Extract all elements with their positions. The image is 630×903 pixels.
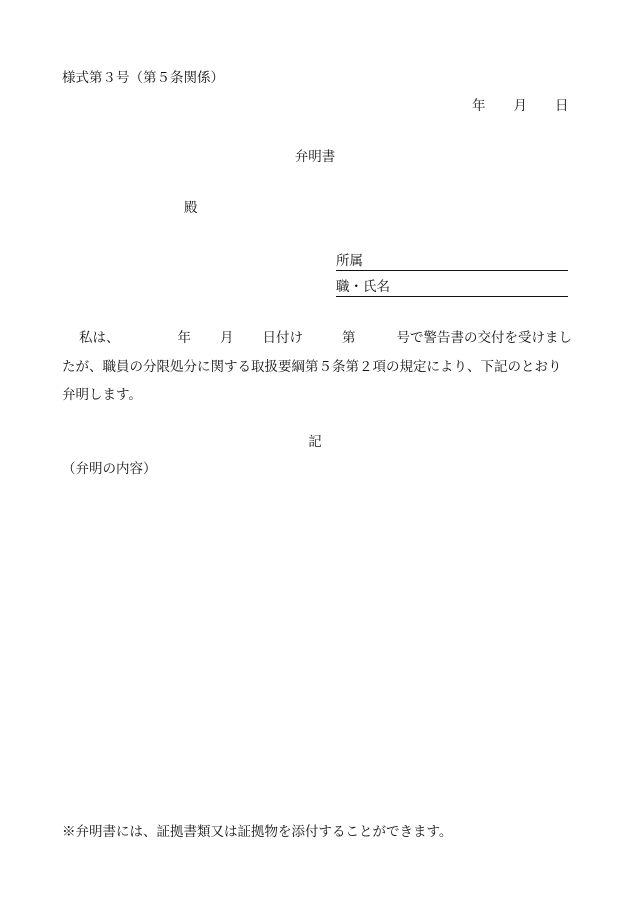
document-title: 弁明書 bbox=[294, 149, 336, 165]
date-month-label: 月 bbox=[513, 98, 527, 114]
body-year-label: 年 bbox=[177, 330, 191, 346]
date-line bbox=[472, 94, 569, 114]
affiliation-label: 所属 bbox=[336, 253, 363, 269]
body-line-1 bbox=[62, 324, 572, 353]
name-field[interactable] bbox=[336, 275, 568, 297]
body-dai-label: 第 bbox=[342, 330, 356, 346]
body-line-3: 弁明します。 bbox=[62, 387, 142, 403]
content-label: （弁明の内容） bbox=[62, 461, 157, 477]
content-area[interactable] bbox=[62, 485, 570, 805]
body-month-label: 月 bbox=[220, 330, 234, 346]
form-number: 様式第３号（第５条関係） bbox=[62, 70, 224, 86]
body-line-2: たが、職員の分限処分に関する取扱要綱第５条第２項の規定により、下記のとおり bbox=[62, 358, 562, 375]
body-paragraph bbox=[62, 324, 572, 410]
name-label: 職・氏名 bbox=[336, 279, 390, 295]
ki-heading: 記 bbox=[308, 434, 322, 450]
body-dated-label: 日付け bbox=[262, 330, 303, 346]
affiliation-field[interactable] bbox=[336, 249, 568, 271]
body-lead: 私は、 bbox=[79, 330, 120, 346]
date-day-label: 日 bbox=[555, 98, 569, 114]
body-line-1-rest: 号で警告書の交付を受けまし bbox=[396, 330, 572, 346]
addressee-honorific: 殿 bbox=[184, 200, 198, 216]
date-year-label: 年 bbox=[472, 98, 486, 114]
footnote: ※弁明書には、証拠書類又は証拠物を添付することができます。 bbox=[62, 824, 453, 840]
